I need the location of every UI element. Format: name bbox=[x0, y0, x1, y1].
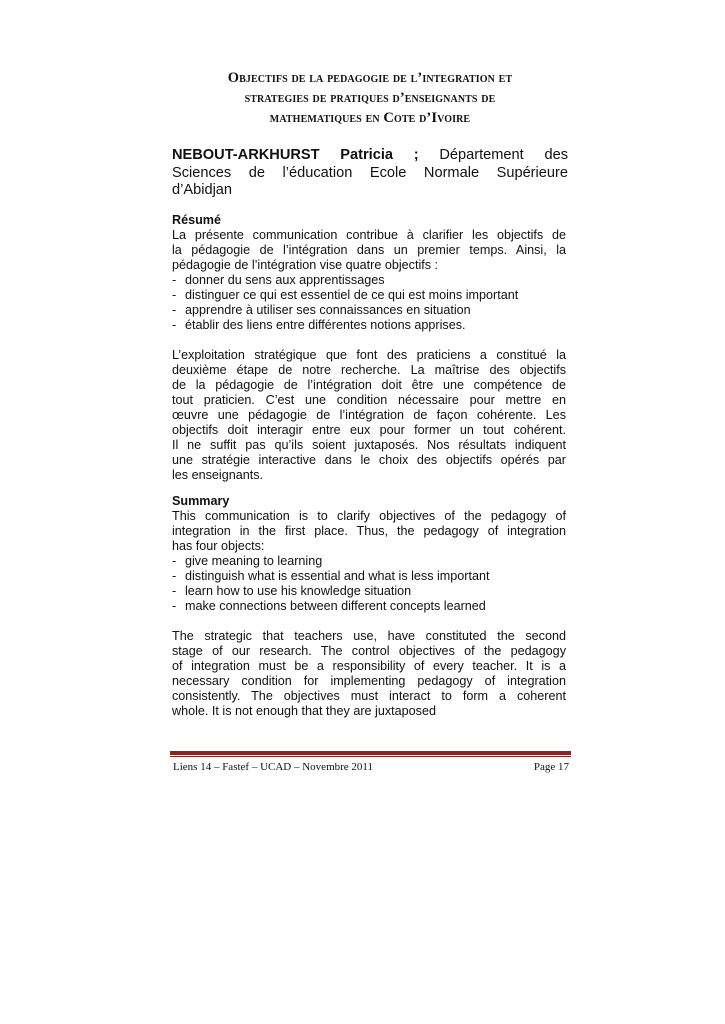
paragraph-gap bbox=[172, 333, 566, 348]
title-line-1: Objectifs de la pedagogie de l’integration et bbox=[227, 70, 513, 86]
resume-paragraph-line: objectifs doit interagir entre eux pour former un tout cohérent. bbox=[172, 423, 566, 437]
summary-paragraph-line: stage of our research. The control objectives of the pedagogy bbox=[172, 644, 566, 658]
summary-paragraph-line: The strategic that teachers use, have constituted the second bbox=[172, 629, 566, 643]
resume-objectives-list bbox=[172, 273, 566, 333]
resume-paragraph-line: deuxième étape de notre recherche. La maîtrise des objectifs bbox=[172, 363, 566, 377]
title-line-3: mathematiques en Cote d’Ivoire bbox=[269, 110, 471, 126]
resume-paragraph-line: Il ne suffit pas qu’ils soient juxtaposés. Nos résultats indiquent bbox=[172, 438, 566, 452]
author-name: NEBOUT-ARKHURST Patricia ; bbox=[172, 147, 419, 163]
summary-intro-line: has four objects: bbox=[172, 539, 265, 553]
resume-section bbox=[172, 213, 566, 483]
author-line-1 bbox=[172, 147, 568, 165]
footer-journal-info: Liens 14 – Fastef – UCAD – Novembre 2011 bbox=[173, 761, 374, 773]
list-item: - give meaning to learning bbox=[172, 554, 323, 568]
list-item: - apprendre à utiliser ses connaissances en situation bbox=[172, 303, 471, 317]
footer-rule-thin bbox=[170, 756, 571, 757]
summary-section bbox=[172, 494, 566, 719]
footer-page-number: Page 17 bbox=[533, 761, 569, 773]
footer-rule bbox=[170, 751, 571, 755]
resume-paragraph-line: une stratégie interactive dans le choix des objectifs opérés par bbox=[172, 453, 566, 467]
summary-paragraph-line: consistently. The objectives must interact to form a coherent bbox=[172, 689, 566, 703]
summary-paragraph-line: whole. It is not enough that they are juxtaposed bbox=[172, 704, 436, 718]
affiliation-part-1: Département des bbox=[439, 147, 568, 163]
paper-title bbox=[180, 68, 560, 128]
list-item: - établir des liens entre différentes notions apprises. bbox=[172, 318, 466, 332]
affiliation-line-2: Sciences de l’éducation Ecole Normale Supérieure bbox=[172, 164, 568, 181]
resume-intro-line: la pédagogie de l’intégration dans un premier temps. Ainsi, la bbox=[172, 243, 566, 257]
summary-intro-line: integration in the first place. Thus, the pedagogy of integration bbox=[172, 524, 566, 538]
list-item: - donner du sens aux apprentissages bbox=[172, 273, 385, 287]
paragraph-gap bbox=[172, 614, 566, 629]
summary-paragraph-line: necessary condition for implementing pedagogy of integration bbox=[172, 674, 566, 688]
list-item: - distinguer ce qui est essentiel de ce qui est moins important bbox=[172, 288, 519, 302]
resume-intro-line: La présente communication contribue à clarifier les objectifs de bbox=[172, 228, 566, 242]
author-block bbox=[172, 147, 568, 200]
page-footer bbox=[173, 760, 569, 774]
summary-objectives-list bbox=[172, 554, 566, 614]
resume-heading: Résumé bbox=[172, 213, 221, 227]
title-line-2: strategies de pratiques d’enseignants de bbox=[244, 90, 496, 106]
summary-heading: Summary bbox=[172, 494, 230, 508]
resume-paragraph-line: les enseignants. bbox=[172, 468, 264, 482]
resume-paragraph-line: tout praticien. C’est une condition nécessaire pour mettre en bbox=[172, 393, 566, 407]
resume-paragraph-line: œuvre une pédagogie de l’intégration de façon cohérente. Les bbox=[172, 408, 566, 422]
list-item: - learn how to use his knowledge situation bbox=[172, 584, 412, 598]
resume-paragraph-line: L’exploitation stratégique que font des praticiens a constitué la bbox=[172, 348, 566, 362]
summary-paragraph-line: of integration must be a responsibility of every teacher. It is a bbox=[172, 659, 566, 673]
list-item: - make connections between different concepts learned bbox=[172, 599, 486, 613]
summary-intro-line: This communication is to clarify objectives of the pedagogy of bbox=[172, 509, 566, 523]
resume-intro-line: pédagogie de l’intégration vise quatre objectifs : bbox=[172, 258, 439, 272]
resume-paragraph-line: de la pédagogie de l’intégration doit être une compétence de bbox=[172, 378, 566, 392]
list-item: - distinguish what is essential and what is less important bbox=[172, 569, 490, 583]
affiliation-line-3: d’Abidjan bbox=[172, 182, 233, 198]
